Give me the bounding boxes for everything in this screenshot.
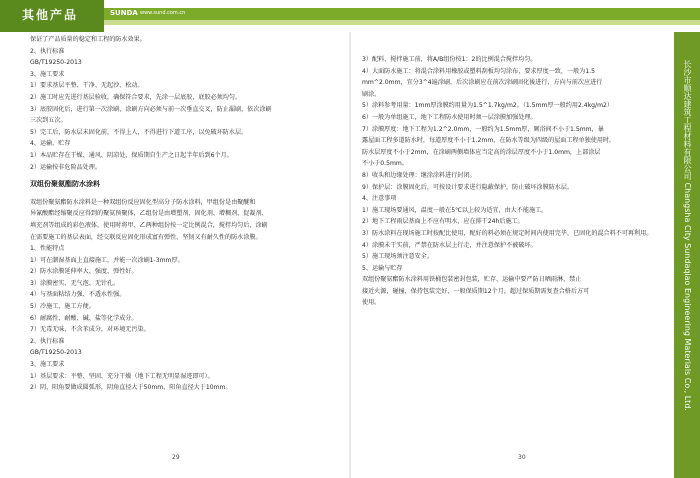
text-line: 2、执行标准: [30, 337, 65, 345]
right-page-column: [362, 54, 667, 309]
text-line: 3、施工要求: [30, 70, 65, 78]
text-line: 刷涂。: [362, 90, 381, 98]
text-line: 7）涂膜厚度：地下工程为1.2^2.0mm，一般约为1.5mm厚，厕浴间不小于1.5mm，暴: [362, 125, 604, 133]
text-line: GB/T19250-2013: [30, 349, 82, 357]
text-line: 3、施工要求: [30, 361, 65, 369]
text-line: 1）要求基层平整、干净、无起沙、松动。: [30, 82, 144, 90]
text-line: 3）配料、搅拌施工前，将A/B组份按1：2的比例混合搅拌均匀。: [362, 56, 537, 63]
text-line: 4）与基面粘结力强、不透水性强。: [30, 291, 126, 299]
page-number-left: 29: [172, 454, 180, 461]
text-line: 双组份聚氨酯防水涂料用铁桶包装密封包装，贮存、运输中要严防日晒雨淋，禁止: [362, 276, 582, 284]
text-line: 1）本品贮存在干燥、通风、阴凉处，保质期自生产之日起半年后到6个月。: [30, 151, 233, 159]
text-line: 9）保护层：涂膜固化后，可按设计要求进行隐蔽保护，防止破坏涂膜防水层。: [362, 183, 574, 191]
header-bar: [104, 8, 700, 20]
text-line: 在需要施工的基层表面，经交联反应固化形成富有弹性、坚韧又有耐久性的防水涂膜。: [30, 233, 262, 241]
text-line: 5）完工后，防水层未固化前，不得上人，不得进行下道工序，以免破坏防水层。: [30, 128, 248, 136]
company-name-vertical: 长沙市顺达建筑工程材料有限公司 Changsha City Sundaqiao Engineering Materials Co., Ltd.: [683, 60, 692, 411]
brand-logo: SUNDA: [110, 9, 138, 17]
text-line: 接近火源，碰撞，保持包装完好，一般保质期12个月，超过保质期需复查合格后方可: [362, 287, 590, 295]
page-fold: [349, 32, 351, 478]
text-line: 3）涂膜密实、无气泡、无针孔。: [30, 279, 120, 287]
text-line: 防水层厚度不小于2mm，在涂刷两侧墙体应当定高的涂层厚度不小于1.0mm，上部涂层: [362, 148, 601, 156]
header-bar-light: [104, 20, 700, 25]
text-line: 三次到五次。: [30, 117, 67, 125]
text-line: 1）基层要求：平整、坚固、充分干燥（地下工程无明显湿迹即可）。: [30, 372, 214, 380]
text-line: mm^2.0mm，宜分3^4遍涂刷，后次涂刷应在前次涂刷固化後进行，方向与前次应进行: [362, 79, 603, 87]
page-header: [0, 0, 700, 32]
text-line: 2）阴、阳角要做成圆弧形，阴角直径大于50mm，阳角直径大于10mm。: [30, 384, 232, 392]
text-line: 异氰酸酯经缩聚反应得到的聚氨预聚体，乙组份是由增塑剂、固化剂、增稠剂、促凝剂、: [30, 210, 268, 218]
text-line: 4、注意事项: [362, 195, 397, 203]
text-line: 5、运输与贮存: [362, 264, 403, 272]
page-number-right: 30: [518, 454, 526, 461]
text-line: 2）地下工程雨层基面上不应有明水，应在排干24h后施工。: [362, 218, 524, 226]
text-line: 使用。: [362, 299, 381, 307]
section-heading: 双组份聚氨酯防水涂料: [30, 180, 100, 189]
text-line: 2、执行标准: [30, 47, 65, 55]
text-line: 4）大面防水施工：将混合涂料用橡胶或塑料刮板均匀涂布，要求厚度一致，一般为1.5: [362, 67, 595, 75]
text-line: 2）防水涂膜延伸率大、强度、弹性好。: [30, 268, 138, 276]
text-line: 8）收头和边缘处理：继涂涂料进行封闭。: [362, 171, 476, 179]
header-title: 其他产品: [22, 8, 79, 22]
text-line: 双组份聚氨酯防水涂料是一种双组份反应固化型高分子防水涂料，甲组份是由聚醚和: [30, 198, 256, 206]
text-line: 5）施工现场须注意安全。: [362, 253, 433, 261]
left-page-column: [30, 34, 340, 394]
text-line: 4）涂膜未干实前，严禁在防水层上行走，并注意保护不被破坏。: [362, 241, 537, 249]
website-url: www.sund.com.cn: [140, 10, 186, 16]
text-line: 6）耐腐性、耐酸、碱、盐等化学成分。: [30, 314, 138, 322]
text-line: 露屋面工程多道防水时，每道厚度不小于1.2mm，在防水等级为四级的屋面工程单独使用时，: [362, 137, 616, 145]
text-line: 1）施工现场要通风，温度一般在5℃以上较为适宜，由大不能施工。: [362, 206, 548, 214]
text-line: 4、运输、贮存: [30, 140, 71, 148]
text-line: GB/T19250-2013: [30, 59, 82, 67]
text-line: 2）运输按非危险品处理。: [30, 163, 101, 171]
text-line: 7）无毒无味、不含苯成分，对环境无污染。: [30, 326, 150, 334]
text-line: 5）冷施工，施工方便。: [30, 303, 95, 311]
text-line: 不小于0.5mm。: [362, 160, 408, 168]
text-line: 2）施工时应先进行基层验收，确保符合要求，先涂一层底胶，底胶必须均匀。: [30, 93, 242, 101]
text-line: 填充剂等组成的彩色液体，使用时将甲、乙两种组份按一定比例混合，搅拌均匀后，涂刷: [30, 221, 268, 229]
text-line: 5）涂料参考用量：1mm厚涂膜约用量为1.5^1.7kg/m2。（1.5mm厚一般约用2.4kg/m2）: [362, 102, 614, 110]
text-line: 保证了产品质量的稳定和工程的防水效果。: [30, 36, 146, 43]
text-line: 6）一般为单组施工，地下工程防水使用时须一层涂膜加强处理。: [362, 113, 537, 121]
text-line: 1）可在潮湿基面上直接施工，并能一次涂刷1-3mm厚。: [30, 256, 184, 264]
text-line: 3）底胶固化后，进行第一次涂刷，涂刷方向必须与前一次垂直交叉，防止漏刷，依次涂刷: [30, 105, 272, 113]
text-line: 3）防水涂料在现场施工时按配比使用，配好的料必须在规定时间内使用完毕，已固化的混合料不可再利用。: [362, 229, 653, 237]
text-line: 1、性能特点: [30, 245, 65, 253]
